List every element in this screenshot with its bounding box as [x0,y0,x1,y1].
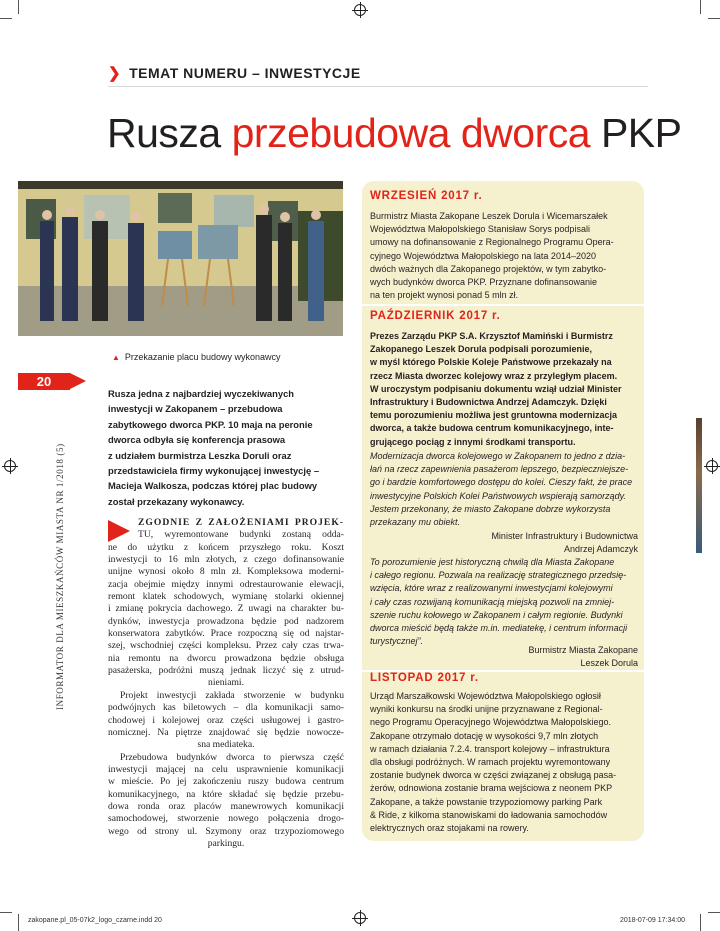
quote-line: turystycznej”. [370,636,424,647]
body-line: komunikacyjnego, na które składać się będzie przebu- [108,788,344,800]
sidebar-line: wyniki konkursu na środki unijne przyznawane z Regional- [370,704,603,715]
quote-mayor [370,556,638,648]
body-line: sna mediateka. [197,739,255,751]
body-line: inwestycji mającej na celu usprawnienie komunikacji [108,763,344,775]
quote-line: Jestem przekonany, że miasto Zakopane dobrze wykorzysta [370,503,611,514]
registration-mark-right [706,460,718,472]
quote-line: go i bardzie komfortowego dostępu do kolei. Cieszy fakt, że prace [370,477,633,488]
body-line: ne do użytku z końcem przyszłego roku. Koszt [108,541,344,553]
sidebar-line: Zakopane otrzymało dotację w wysokości 9,7 mln złotych [370,730,599,741]
lead-line: Rusza jedna z najbardziej wyczekiwanych [108,388,295,399]
article-photo [18,181,343,336]
timeline-heading-november: LISTOPAD 2017 r. [370,672,479,684]
crop-mark [700,0,701,14]
sidebar-line: elektrycznych oraz stojakami na rowery. [370,823,529,834]
quote-line: łań na rzecz zapewnienia pasażerom lepszego, bezpieczniejsze- [370,464,629,475]
sidebar-line: umowy na dofinansowanie z Regionalnego Programu Opera- [370,237,614,248]
title-highlight: przebudowa dworca [231,110,591,156]
chevron-right-icon: ❯ [108,65,122,82]
vertical-running-title [55,395,67,710]
sidebar-line: temu porozumieniu możliwa jest gruntowna modernizacja [370,410,618,421]
body-line: parkingu. [207,837,245,849]
signature-line: Leszek Dorula [580,658,638,669]
body-line: ZGODNIE Z ZAŁOŻENIAMI PROJEK- [138,517,344,528]
article-body [108,517,344,850]
quote-minister [370,450,638,529]
body-line: Projekt inwestycji zakłada stworzenie w budynku [120,689,344,701]
signature-line: Burmistrz Miasta Zakopane [528,645,638,655]
title-part: PKP [590,110,682,156]
timeline-september-text [370,210,638,302]
body-line: szej, wschodniej części kompleksu. Przez cały czas trwa- [108,640,344,652]
body-line: podwójnych kas biletowych – dla komunikacji samo- [108,702,344,714]
body-line: dynków, inwestycja prowadzona będzie pod nadzorem [108,615,344,627]
sidebar-line: dla obsługi podróżnych. W ramach projektu wyremontowany [370,757,611,768]
quote-line: wzięcia, które wraz z realizowanymi inwestycjami kolejowymi [370,583,613,594]
sidebar-line: wych budynków dworca PKP. Przyznane dofinansowanie [370,277,597,288]
sidebar-line: Zakopanego Leszek Dorula podpisali porozumienie, [370,344,593,355]
quote-line: i cały czas rozwijaną komunikacją miejską pozwoli na zmniej- [370,596,615,607]
registration-mark-bottom [354,912,366,924]
body-line: unijne wynosi około 8 mln zł. Kompleksowa moderni- [108,566,344,578]
timeline-october-text [370,330,638,449]
body-line: samochodowej, stworzenie nowego połączenia drogo- [108,813,344,825]
sidebar-line: rzecz Miasta dworzec kolejowy wraz z przyległym placem. [370,370,618,381]
lead-line: został przekazany wykonawcy. [108,495,245,507]
lead-line: zabytkowego dworca PKP. 10 maja na peronie [108,418,313,430]
timeline-heading-september: WRZESIEŃ 2017 r. [370,190,483,202]
lead-line: dworca odbyła się konferencja prasowa [108,434,286,446]
sidebar-line: Urząd Marszałkowski Województwa Małopolskiego ogłosił [370,691,601,701]
quote-line: inwestycyjne Polskich Kolei Państwowych wspierają samorządy. [370,490,626,501]
sidebar-line: grującego pociąg z innymi środkami transportu. [370,436,576,447]
body-line: dowa ronda oraz placów manewrowych komunikacji [108,800,344,812]
body-line: nieniami. [208,677,244,689]
sidebar-line: żerów, odnowiona zostanie brama wejściowa z neonem PKP [370,783,613,794]
photo-illustration [18,181,343,336]
title-part: Rusza [107,110,232,156]
article-title [107,110,682,157]
signature-line: Andrzej Adamczyk [563,544,638,555]
article-lead [108,386,348,509]
slug-timestamp: 2018-07-09 17:34:00 [620,917,685,924]
sidebar-line: w myśl którego Polskie Koleje Państwowe przekazały na [370,357,612,368]
quote-mayor-signature [370,644,638,670]
crop-mark [0,912,12,913]
timeline-november-text [370,690,638,835]
body-line: i zmianę pokrycia dachowego. Z uwagi na charakter bu- [108,603,344,615]
triangle-up-icon: ▲ [112,353,120,362]
sidebar-line: W uroczystym podpisaniu dokumentu wziął udział Minister [370,383,622,394]
signature-line: Minister Infrastruktury i Budownictwa [491,531,638,541]
sidebar-line: & Ride, z kilkoma stanowiskami do ładowania samochodów [370,809,608,820]
quote-line: i całego regionu. Pozwala na realizację strategicznego przedsię- [370,570,627,581]
page-tab-arrow [70,373,86,389]
body-line: inwestycji to 16 mln złotych, z czego dofinansowanie [108,554,344,566]
body-paragraph-1-start [108,517,344,542]
crop-mark [708,18,720,19]
sidebar-line: Burmistrz Miasta Zakopane Leszek Dorula i Wicemarszałek [370,211,608,221]
sidebar-line: nego Programu Operacyjnego Województwa Małopolskiego. [370,717,611,728]
sidebar-line: na ten projekt wynosi ponad 5 mln zł. [370,290,519,301]
body-line: konserwatora zabytków. Prace rozpoczną się od najstar- [108,628,344,640]
lead-line: z udziałem burmistrza Leszka Doruli oraz [108,449,292,461]
registration-mark-left [4,460,16,472]
body-line: nia remontu na dworcu prowadzona będzie obsługa [108,652,344,664]
body-line: pasażerska, podróżni muszą jednak liczyć się z utrud- [108,665,344,677]
quote-line: To porozumienie jest historyczną chwilą dla Miasta Zakopane [370,557,615,567]
page-number: 20 [18,373,70,390]
lead-line: przedstawiciela firmy wykonującej inwestycję – [108,465,320,477]
body-line: chodowej i kolejowej oraz części usługowej i gastro- [108,714,344,726]
section-heading-text: TEMAT NUMERU – INWESTYCJE [129,65,361,81]
sidebar-line: Województwa Małopolskiego Stanisław Sorys podpisali [370,224,590,235]
lead-line: Macieja Walkosza, podczas której plac budowy [108,480,318,492]
body-line: wego od strony ul. Szymony oraz trzypoziomowego [108,825,344,837]
quote-minister-signature [370,530,638,556]
crop-mark [708,912,720,913]
divider [108,86,648,87]
sidebar-line: Zakopane, a także powstanie trzypoziomowy parking Park [370,796,603,807]
body-line: TU, wyremontowane budynki zostaną odda- [138,529,344,541]
crop-mark [700,914,701,931]
sidebar-line: cyjnego Województwa Małopolskiego na lata 2014–2020 [370,250,596,261]
adjacent-page-bleed [696,418,702,553]
lead-line: inwestycji w Zakopanem – przebudowa [108,403,283,415]
body-line: w mieście. Po jej zakończeniu ruszy budowa centrum [108,776,344,788]
body-line: Przebudowa budynków dworca to pierwsza część [120,751,344,763]
quote-line: szenie ruchu kołowego w Zakopanem i całym regionie. Budynki [370,609,623,620]
sidebar-line: zostanie budynek dworca w części związanej z obsługą pasa- [370,770,617,781]
crop-mark [0,18,12,19]
slug-filename: zakopane.pl_05-07k2_logo_czarne.indd 20 [28,917,162,924]
body-line: nomicznej. Na piętrze znajdować się będzie nowocze- [108,726,344,738]
section-heading [108,64,361,82]
body-line: zacja obejmie między innymi odrestaurowanie elewacji, [108,578,344,590]
quote-line: przekazany mu obiekt. [370,517,461,528]
crop-mark [18,914,19,931]
quote-line: Modernizacja dworca kolejowego w Zakopanem to jedno z dzia- [370,451,626,461]
sidebar-divider [362,304,644,306]
body-line: remont klatek schodowych, wymianę stolarki okiennej [108,591,344,603]
sidebar-line: w ramach działania 7.2.4. transport kolejowy – infrastruktura [370,743,610,754]
photo-caption [112,352,281,362]
sidebar-line: dwóch ważnych dla Zakopanego projektów, w tym zabytko- [370,263,607,274]
caption-text: Przekazanie placu budowy wykonawcy [124,352,281,362]
crop-mark [18,0,19,14]
sidebar-line: Infrastruktury i Budownictwa Andrzej Adamczyk. Dzięki [370,397,607,408]
quote-line: dworca mieścić będą także m.in. mediatekę, i centrum informacji [370,623,628,634]
timeline-heading-october: PAŹDZIERNIK 2017 r. [370,310,501,322]
running-title-text: INFORMATOR DLA MIESZKAŃCÓW MIASTA NR 1/2018 (5) [55,443,65,710]
sidebar-line: Prezes Zarządu PKP S.A. Krzysztof Mamiński i Burmistrz [370,331,613,341]
sidebar-line: dworca, a także budowa centrum komunikacyjnego, inte- [370,423,614,434]
registration-mark-top [354,4,366,16]
